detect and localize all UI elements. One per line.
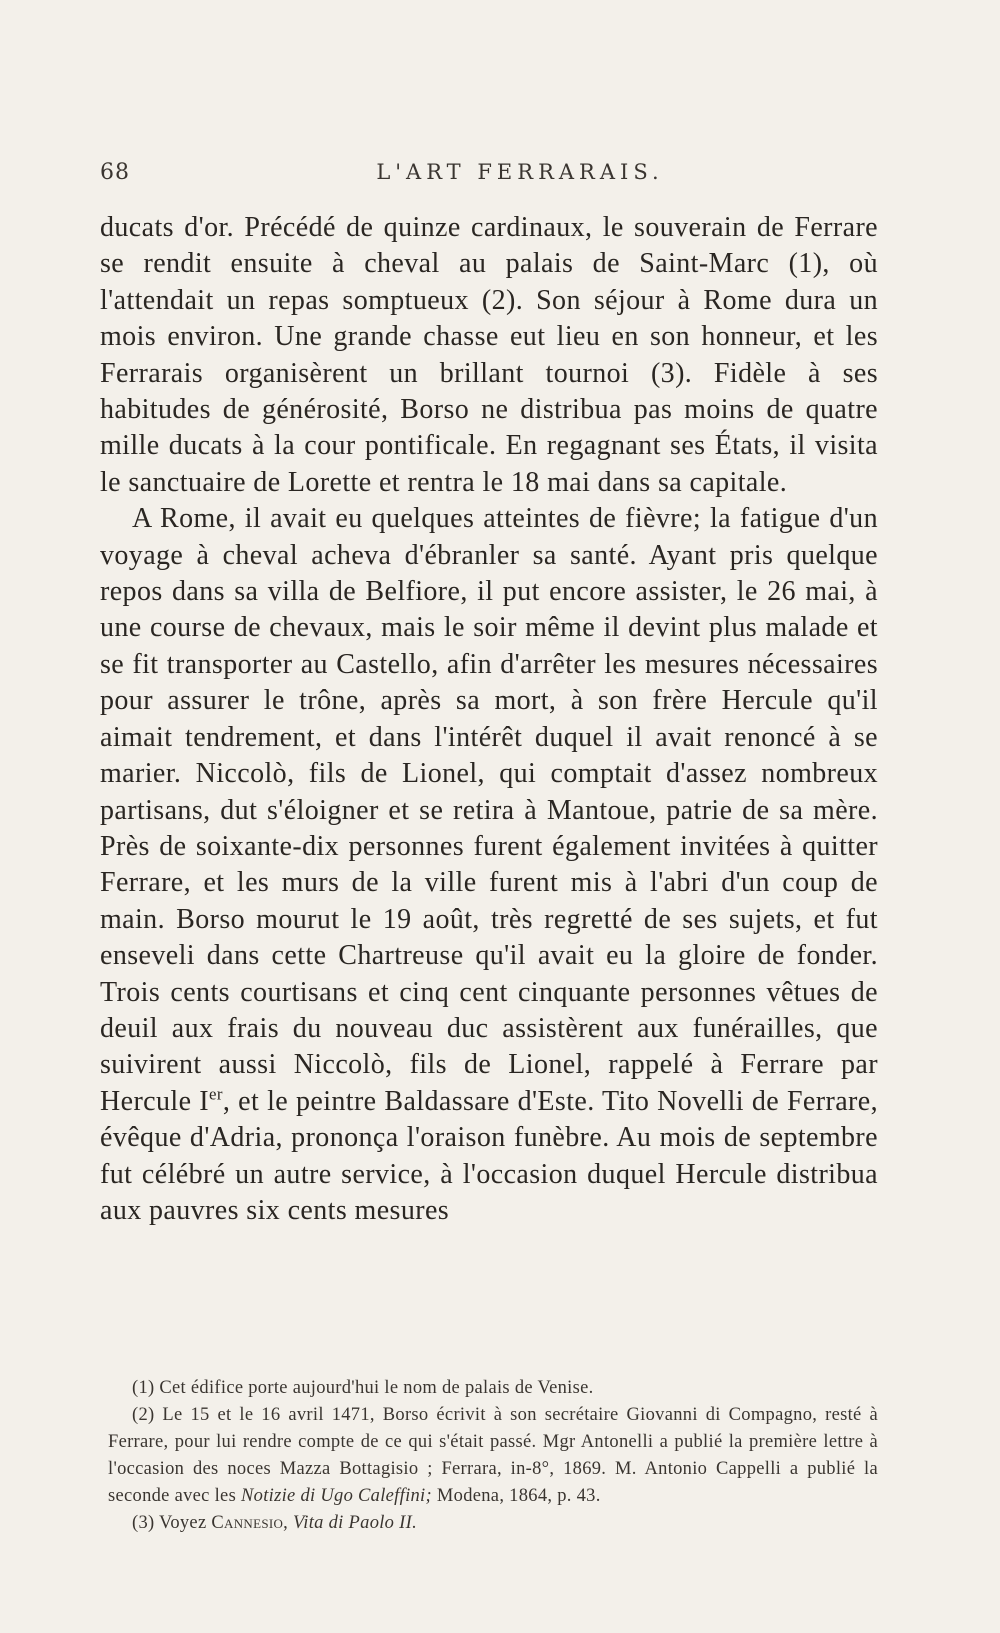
page-header: [100, 160, 880, 200]
footnote-3-author: Cannesio,: [211, 1513, 289, 1533]
paragraph-2-continuation: , et le peintre Baldassare d'Este. Tito Novelli de Ferrare, évêque d'Adria, prononça l'oraison funèbre. Au mois de septembre fut célébré un autre service, à l'occasion duquel Hercule distribua aux pauvres six cents mesures: [100, 1085, 878, 1226]
footnote-3-title: Vita di Paolo II.: [293, 1513, 418, 1533]
paragraph-2-text: A Rome, il avait eu quelques atteintes de fièvre; la fatigue d'un voyage à cheval acheva d'ébranler sa santé. Ayant pris quelque repos dans sa villa de Belfiore, il put encore assister, le 26 mai, à une course de chevaux, mais le soir même il devint plus malade et se fit transporter au Castello, afin d'arrêter les mesures nécessaires pour assurer le trône, après sa mort, à son frère Hercule qu'il aimait tendrement, et dans l'intérêt duquel il avait renoncé à se marier. Niccolò, fils de Lionel, qui comptait d'assez nombreux partisans, dut s'éloigner et se retira à Mantoue, patrie de sa mère. Près de soixante-dix personnes furent également invitées à quitter Ferrare, et les murs de la ville furent mis à l'abri d'un coup de main. Borso mourut le 19 août, très regretté de ses sujets, et fut enseveli dans cette Chartreuse qu'il avait eu la gloire de fonder. Trois cents courtisans et cinq cent cinquante personnes vêtues de deuil aux frais du nouveau duc assistèrent aux funérailles, que suivirent aussi Niccolò, fils de Lionel, rappelé à Ferrare par Hercule I: [100, 503, 878, 1117]
paragraph-1: ducats d'or. Précédé de quinze cardinaux, le souverain de Ferrare se rendit ensuite à cheval au palais de Saint-Marc (1), où l'attendait un repas somptueux (2). Son séjour à Rome dura un mois environ. Une grande chasse eut lieu en son honneur, et les Ferrarais organisèrent un brillant tournoi (3). Fidèle à ses habitudes de générosité, Borso ne distribua pas moins de quatre mille ducats à la cour pontificale. En regagnant ses États, il visita le sanctuaire de Lorette et rentra le 18 mai dans sa capitale.: [100, 212, 878, 498]
footnote-2: [108, 1402, 878, 1510]
running-title: L'ART FERRARAIS.: [376, 160, 664, 184]
superscript-er: er: [209, 1084, 223, 1104]
footnote-2-tail: Modena, 1864, p. 43.: [431, 1486, 601, 1506]
body-text: [100, 210, 878, 1229]
paragraph-2: [100, 501, 878, 1229]
footnote-2-title: Notizie di Ugo Caleffini;: [241, 1486, 432, 1506]
footnotes: [108, 1375, 878, 1537]
footnote-3: [108, 1510, 878, 1537]
footnote-2-text: (2) Le 15 et le 16 avril 1471, Borso écrivit à son secrétaire Giovanni di Compagno, resté à Ferrare, pour lui rendre compte de ce qui s'était passé. Mgr Antonelli a publié la première lettre à l'occasion des noces Mazza Bottagisio ; Ferrara, in-8°, 1869. M. Antonio Cappelli a publié la seconde avec les: [108, 1405, 878, 1506]
page-number: 68: [100, 160, 130, 185]
footnote-3-text: (3) Voyez: [132, 1513, 212, 1533]
footnote-1: (1) Cet édifice porte aujourd'hui le nom de palais de Venise.: [132, 1378, 594, 1398]
